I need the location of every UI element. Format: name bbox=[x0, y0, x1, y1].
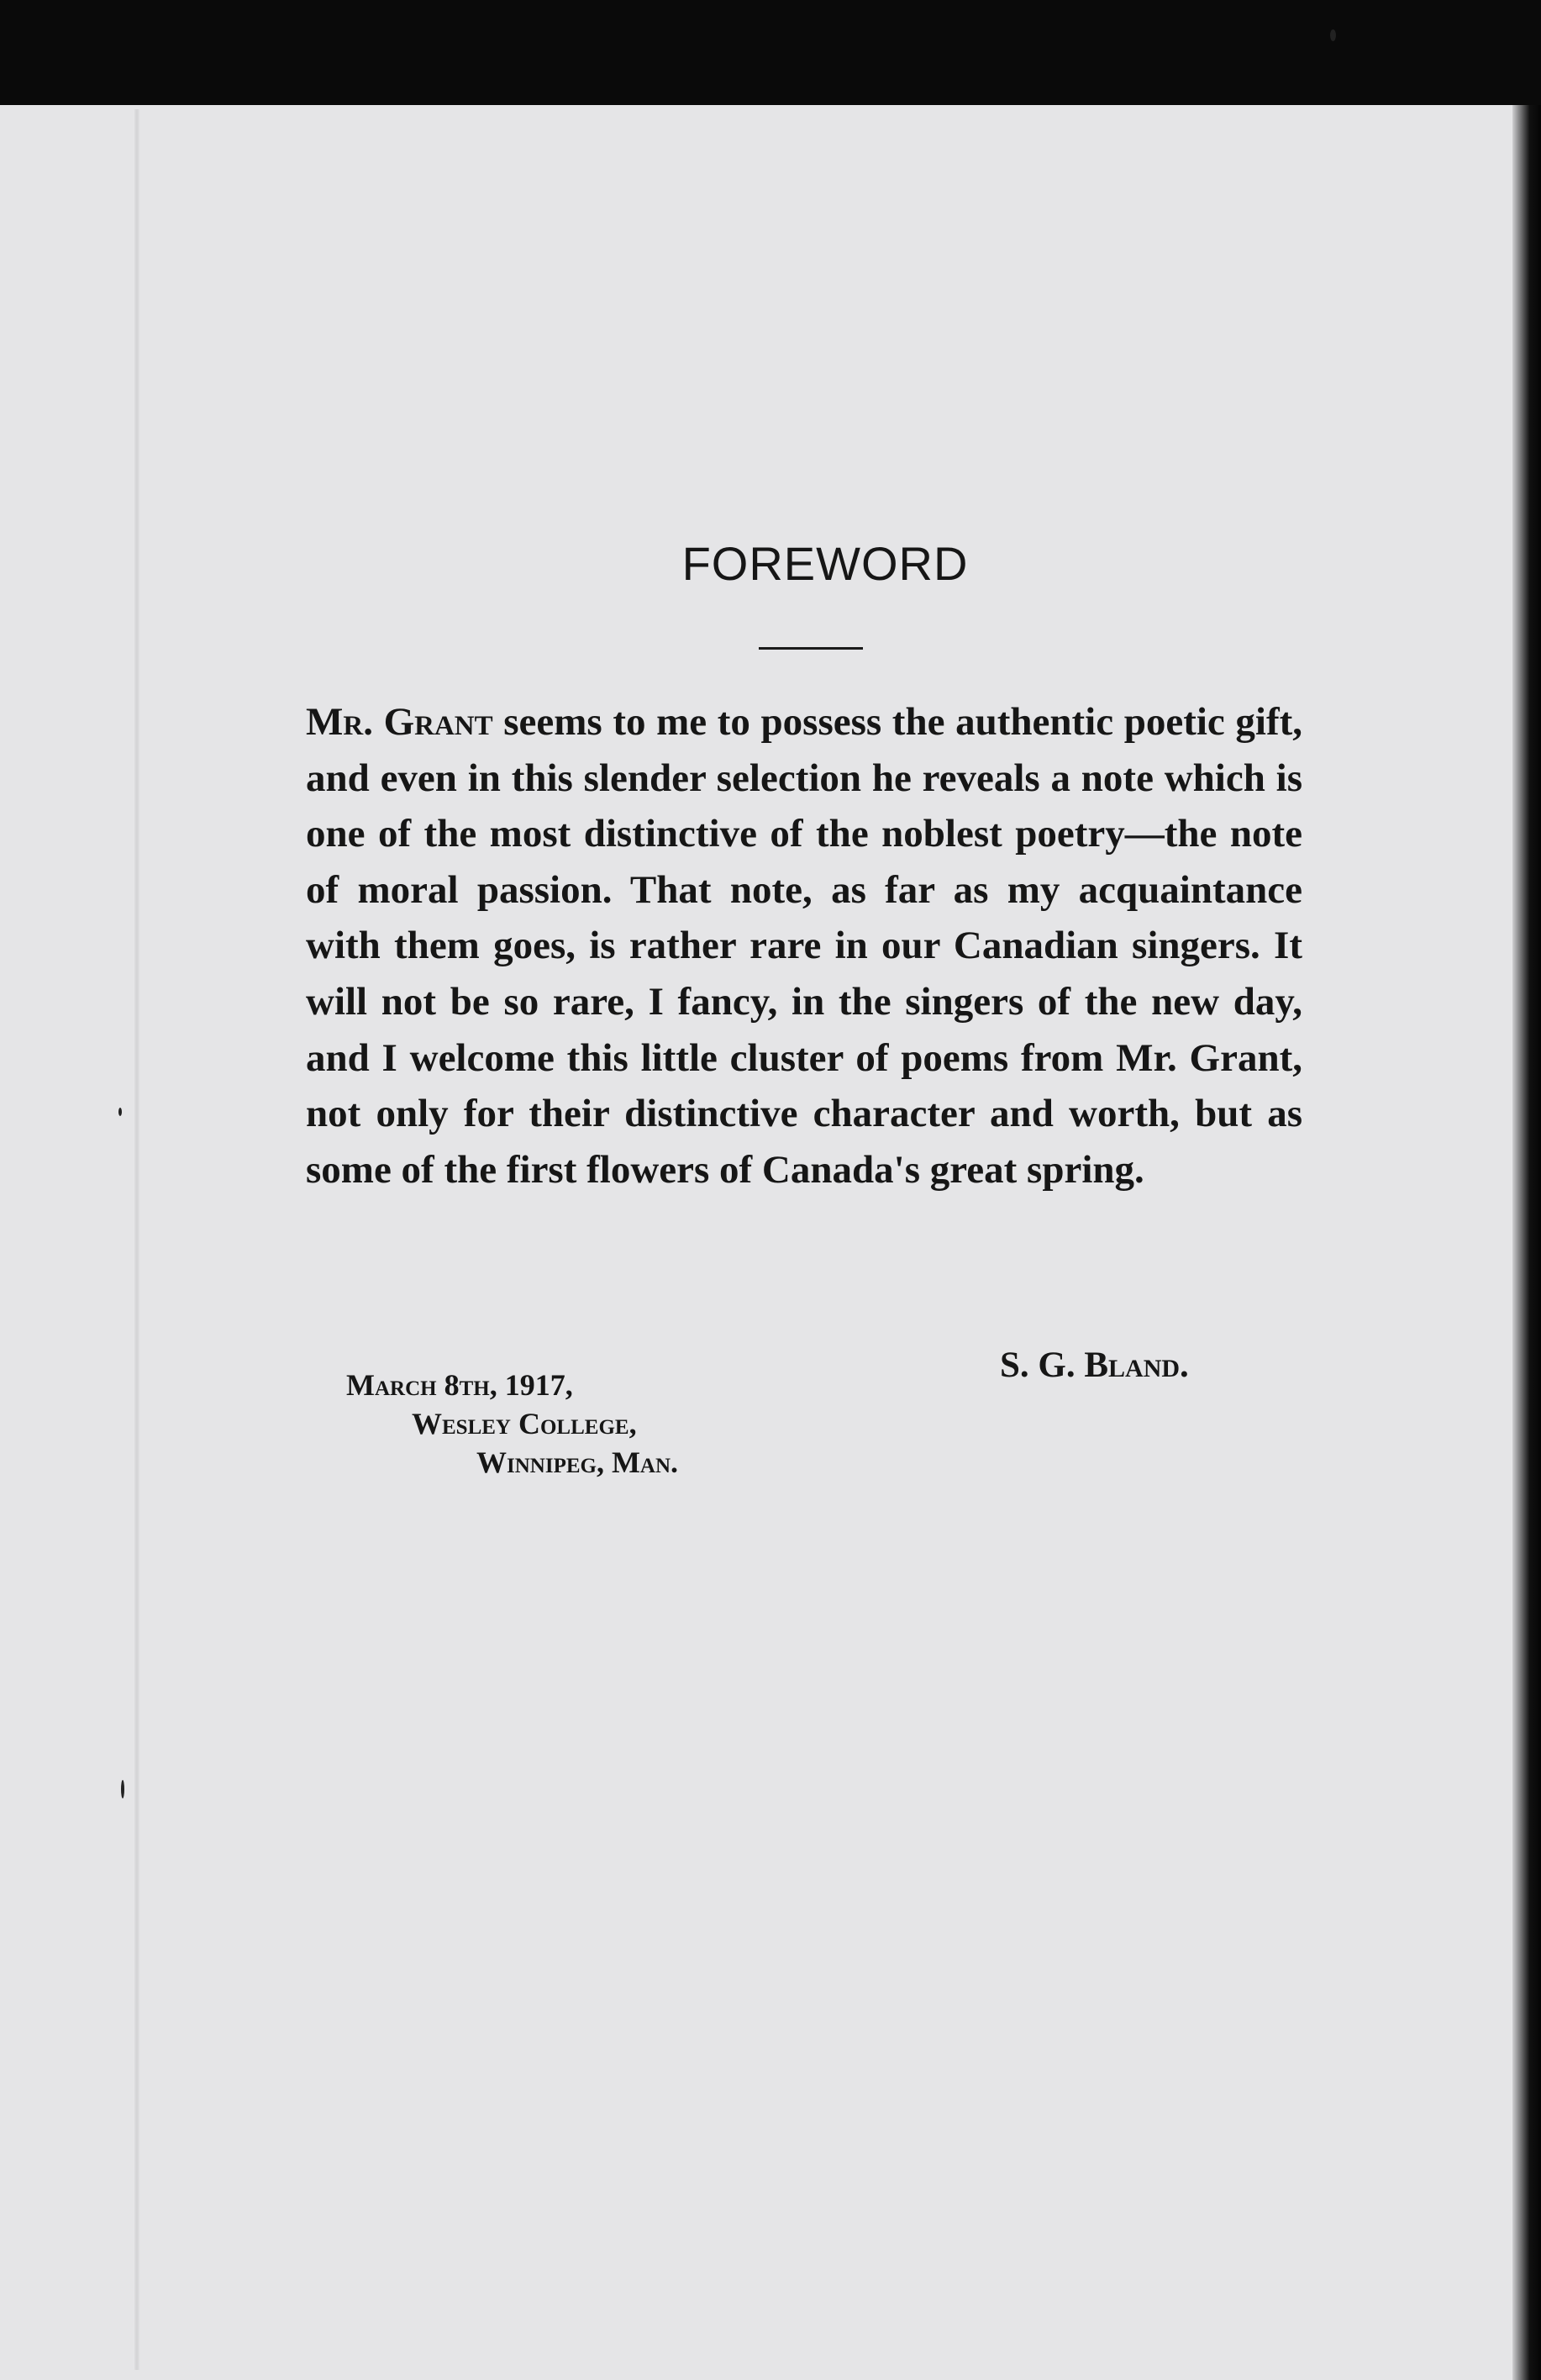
scan-speck bbox=[1330, 29, 1336, 41]
page-gutter-shadow bbox=[134, 109, 139, 2370]
signature: S. G. Bland. bbox=[1000, 1345, 1189, 1385]
foreword-body: seems to me to possess the authentic poetic gift, and even in this slender selection he reveals a note which is one of the most distinctive of the noblest poetry—the note of moral passion. That note, as far as my acquaintance with them goes, is rather rare in our Canadian singers. It will not be so rare, I fancy, in the singers of the new day, and I welcome this little cluster of poems from Mr. Grant, not only for their distinctive character and worth, but as some of the first flowers of Canada's great spring. bbox=[306, 700, 1303, 1192]
scan-right-edge bbox=[1512, 105, 1541, 2380]
author-name-lead: Mr. Grant bbox=[306, 700, 493, 744]
page-title: FOREWORD bbox=[681, 537, 969, 590]
dateline-date: March 8th, 1917, bbox=[346, 1368, 573, 1402]
scan-top-border bbox=[0, 0, 1541, 105]
scan-speck bbox=[121, 1780, 124, 1798]
foreword-paragraph bbox=[306, 694, 1302, 1198]
scan-speck bbox=[118, 1108, 122, 1116]
dateline bbox=[346, 1366, 850, 1482]
dateline-institution: Wesley College, bbox=[412, 1407, 637, 1440]
dateline-location: Winnipeg, Man. bbox=[476, 1445, 679, 1479]
book-page bbox=[0, 105, 1512, 2380]
title-divider bbox=[759, 647, 863, 650]
